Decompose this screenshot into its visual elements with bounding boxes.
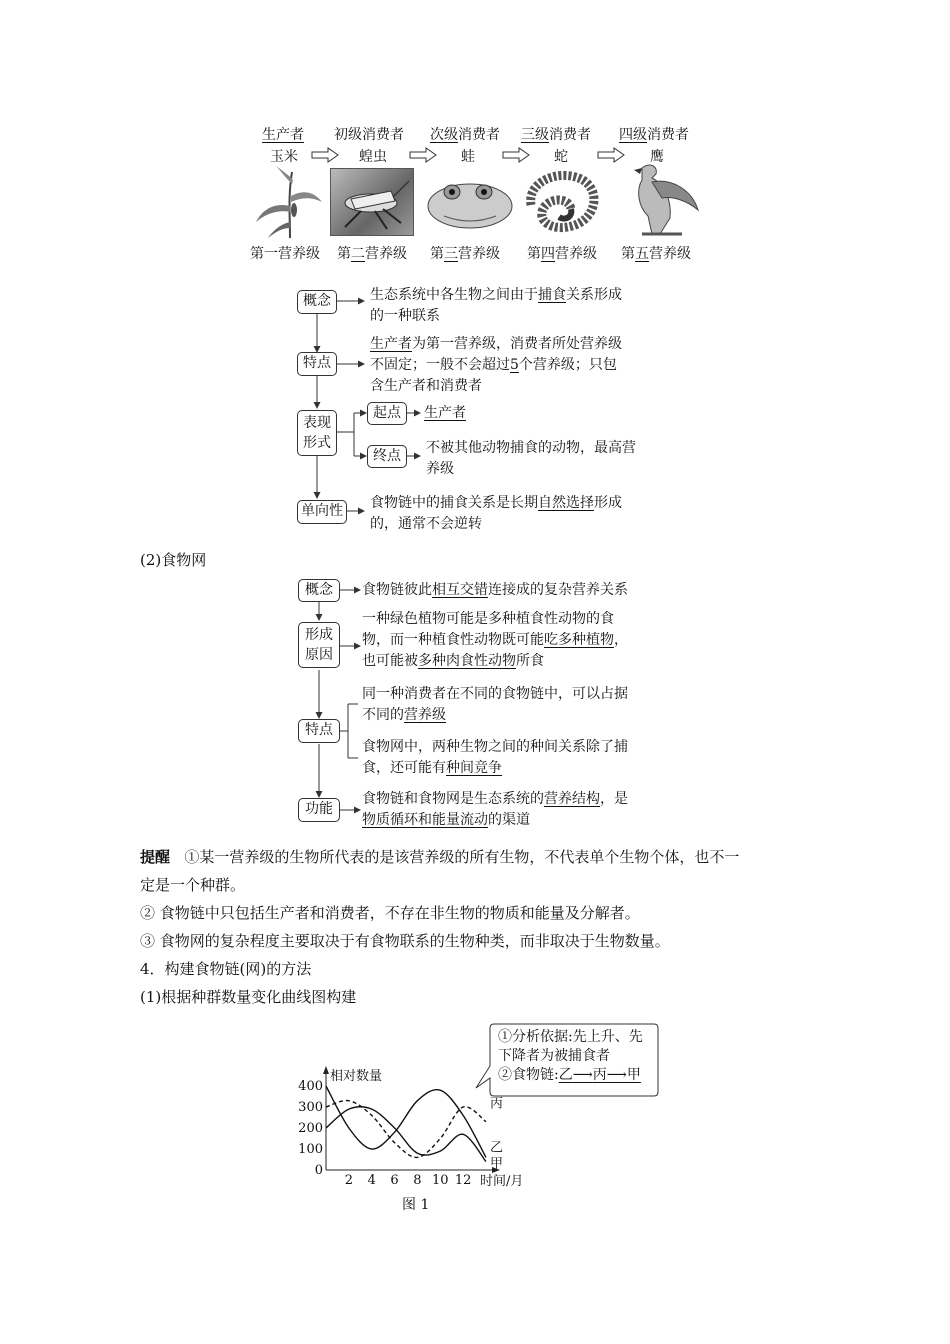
locust-image <box>330 168 414 236</box>
level-5: 第五营养级 <box>621 246 691 262</box>
section2-title: (2)食物网 <box>140 551 207 569</box>
reminder-line4: ③ 食物网的复杂程度主要取决于有食物联系的生物种类，而非取决于生物数量。 <box>140 932 670 950</box>
d1-oneway-box: 单向性 <box>297 500 347 524</box>
y-tick-label: 0 <box>314 1163 323 1178</box>
d1-concept-line2: 的一种联系 <box>370 308 440 324</box>
reminder-line2: 定是一个种群。 <box>140 876 246 894</box>
level-3: 第三营养级 <box>430 246 500 262</box>
d2-cause-label-1: 形成 <box>305 627 333 643</box>
x-tick-label: 6 <box>390 1173 399 1188</box>
y-tick-label: 100 <box>298 1142 323 1157</box>
organism-corn: 玉米 <box>270 149 298 165</box>
d2-feature2-line2: 食，还可能有种间竞争 <box>362 760 502 776</box>
hollow-arrow-icon <box>312 148 338 162</box>
reminder-line1: 提醒 ①某一营养级的生物所代表的是该营养级的所有生物，不代表单个生物个体，也不一 <box>140 848 740 866</box>
y-axis-arrow-icon <box>323 1066 329 1074</box>
d2-cause-label-2: 原因 <box>305 647 333 663</box>
d1-end-line1: 不被其他动物捕食的动物，最高营 <box>426 440 636 456</box>
hollow-arrow-icon <box>503 148 529 162</box>
d2-cause-line3: 也可能被多种肉食性动物所食 <box>362 653 544 669</box>
level-4: 第四营养级 <box>527 246 597 262</box>
d2-feature-box: 特点 <box>298 719 340 743</box>
d1-end-box: 终点 <box>367 445 407 468</box>
d2-cause-line1: 一种绿色植物可能是多种植食性动物的食 <box>362 611 614 627</box>
d2-function-line1: 食物链和食物网是生态系统的营养结构，是 <box>362 791 628 807</box>
callout-line3: ②食物链:乙⟶丙⟶甲 <box>498 1067 641 1083</box>
x-tick-label: 8 <box>413 1173 422 1188</box>
d1-end-line2: 养级 <box>426 461 454 477</box>
organism-eagle: 鹰 <box>650 149 664 165</box>
d1-form-label-1: 表现 <box>303 415 331 431</box>
role-secondary-consumer: 次级消费者 <box>430 127 500 143</box>
role-quaternary-consumer: 四级消费者 <box>619 127 689 143</box>
y-tick-label: 400 <box>298 1079 323 1094</box>
d2-feature1-line2: 不同的营养级 <box>362 707 446 723</box>
organism-snake: 蛇 <box>554 149 568 165</box>
series-label: 甲 <box>490 1156 504 1172</box>
series-label: 乙 <box>490 1140 504 1156</box>
hollow-arrow-icon <box>410 148 436 162</box>
corn-plant-image <box>254 166 324 238</box>
reminder-title: 提醒 <box>140 848 171 866</box>
d1-feature-box: 特点 <box>297 352 337 376</box>
snake-image <box>519 165 605 237</box>
series-label: 丙 <box>490 1096 504 1112</box>
d1-form-label-2: 形式 <box>303 435 331 451</box>
eagle-image <box>612 160 702 238</box>
organism-frog: 蛙 <box>461 149 475 165</box>
d1-concept-line1: 生态系统中各生物之间由于捕食关系形成 <box>370 287 622 303</box>
level-1: 第一营养级 <box>250 246 320 262</box>
x-tick-label: 10 <box>432 1173 449 1188</box>
population-chart <box>290 1058 550 1198</box>
d1-feature-line2: 不固定；一般不会超过5个营养级；只包 <box>370 357 617 373</box>
d2-feature1-line1: 同一种消费者在不同的食物链中，可以占据 <box>362 686 628 702</box>
d1-oneway-line1: 食物链中的捕食关系是长期自然选择形成 <box>370 495 622 511</box>
callout-line2: 下降者为被捕食者 <box>498 1048 610 1064</box>
series-line-1 <box>326 1086 486 1157</box>
organism-locust: 蝗虫 <box>359 149 387 165</box>
reminder-line3: ② 食物链中只包括生产者和消费者，不存在非生物的物质和能量及分解者。 <box>140 904 640 922</box>
role-producer: 生产者 <box>262 127 304 143</box>
d1-feature-line1: 生产者为第一营养级，消费者所处营养级 <box>370 336 622 352</box>
y-tick-label: 200 <box>298 1121 323 1136</box>
d1-oneway-line2: 的，通常不会逆转 <box>370 516 482 532</box>
d2-feature2-line1: 食物网中，两种生物之间的种间关系除了捕 <box>362 739 628 755</box>
x-tick-label: 4 <box>367 1173 376 1188</box>
d2-concept-box: 概念 <box>298 579 340 602</box>
x-tick-label: 2 <box>344 1173 353 1188</box>
x-tick-label: 12 <box>454 1173 472 1188</box>
d2-cause-line2: 物，而一种植食性动物既可能吃多种植物， <box>362 632 628 648</box>
y-axis-label: 相对数量 <box>330 1069 383 1084</box>
section4-subtitle: (1)根据种群数量变化曲线图构建 <box>140 988 357 1006</box>
d1-start-box: 起点 <box>367 402 407 425</box>
d2-cause-box <box>298 622 340 668</box>
d2-function-box: 功能 <box>298 798 340 822</box>
d1-start-text: 生产者 <box>424 405 466 421</box>
y-tick-label: 300 <box>298 1100 323 1115</box>
callout-line1: ①分析依据:先上升、先 <box>498 1029 643 1045</box>
role-primary-consumer: 初级消费者 <box>334 127 404 143</box>
section4-title: 4．构建食物链(网)的方法 <box>140 960 312 978</box>
d2-function-line2: 物质循环和能量流动的渠道 <box>362 812 530 828</box>
d2-concept-text: 食物链彼此相互交错连接成的复杂营养关系 <box>362 582 628 598</box>
level-2: 第二营养级 <box>337 246 407 262</box>
d1-form-box <box>297 410 337 456</box>
x-axis-label: 时间/月 <box>480 1174 524 1189</box>
d1-concept-box: 概念 <box>297 290 337 314</box>
frog-image <box>424 172 516 232</box>
role-tertiary-consumer: 三级消费者 <box>521 127 591 143</box>
d1-feature-line3: 含生产者和消费者 <box>370 378 482 394</box>
chart-caption: 图 1 <box>402 1197 430 1213</box>
